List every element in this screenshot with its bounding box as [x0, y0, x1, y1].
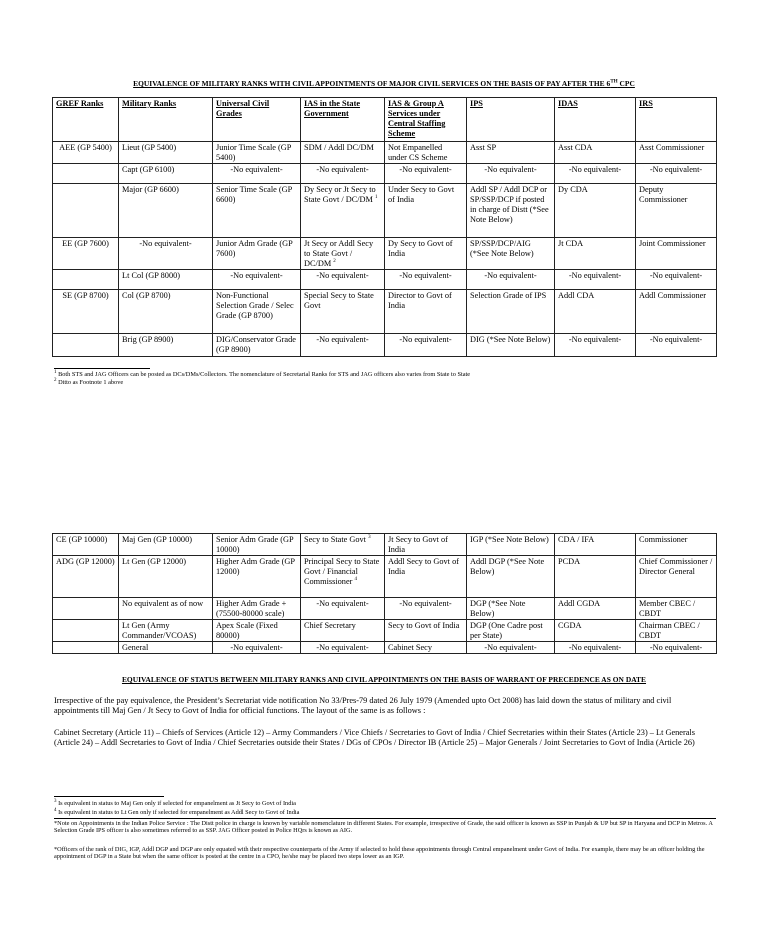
table-cell: DIG/Conservator Grade (GP 8900) — [213, 334, 301, 357]
table-cell: Lt Col (GP 8000) — [119, 270, 213, 290]
table-cell: Dy CDA — [555, 184, 636, 238]
table-cell — [53, 598, 119, 620]
table-cell: Junior Time Scale (GP 5400) — [213, 142, 301, 164]
table-cell: -No equivalent- — [636, 164, 717, 184]
table-cell: Addl Commissioner — [636, 290, 717, 334]
table-cell: Higher Adm Grade (GP 12000) — [213, 556, 301, 598]
table-cell: -No equivalent- — [555, 642, 636, 654]
table-cell: IGP (*See Note Below) — [467, 534, 555, 556]
table-cell: Lieut (GP 5400) — [119, 142, 213, 164]
ips-note: *Note on Appointments in the Indian Police Service : The Distt police in charge is known by variable nomenclature in different States. For example, irrespective of Grade, the said officer is known as SSP in Punjab & UP but SP in Haryana and DCP in Metros. A Selection Grade IPS officer is also sometimes referred to as SSP. JAG Officer posted in Police HQrs is known as AIG. — [54, 820, 713, 834]
table-cell: Jt Secy to Govt of India — [385, 534, 467, 556]
table-cell: -No equivalent- — [301, 334, 385, 357]
table-row — [53, 334, 717, 357]
table-cell — [301, 238, 385, 270]
table-cell — [53, 334, 119, 357]
table-cell: No equivalent as of now — [119, 598, 213, 620]
table-cell: Addl SP / Addl DCP or SP/SSP/DCP if posted in charge of Distt (*See Note Below) — [467, 184, 555, 238]
table-cell: General — [119, 642, 213, 654]
page-title: EQUIVALENCE OF MILITARY RANKS WITH CIVIL APPOINTMENTS OF MAJOR CIVIL SERVICES ON THE BASIS OF PAY AFTER THE 6TH CPC — [133, 79, 635, 88]
table-cell: Director to Govt of India — [385, 290, 467, 334]
table-cell: -No equivalent- — [213, 642, 301, 654]
table-cell: -No equivalent- — [213, 270, 301, 290]
rank-equivalence-table-continued — [52, 533, 717, 654]
table-cell: Member CBEC / CBDT — [636, 598, 717, 620]
footnote-ref: 3 — [368, 535, 371, 541]
table-cell: -No equivalent- — [467, 642, 555, 654]
table-cell: -No equivalent- — [385, 334, 467, 357]
table-cell: Addl CDA — [555, 290, 636, 334]
header-irs: IRS — [636, 98, 717, 142]
table-cell: -No equivalent- — [636, 270, 717, 290]
table-cell: -No equivalent- — [301, 270, 385, 290]
table-cell: Addl Secy to Govt of India — [385, 556, 467, 598]
table-cell: -No equivalent- — [555, 334, 636, 357]
table-cell: AEE (GP 5400) — [53, 142, 119, 164]
table-cell — [301, 556, 385, 598]
footnote-separator — [54, 368, 150, 369]
table-cell: SE (GP 8700) — [53, 290, 119, 334]
table-cell: Chairman CBEC / CBDT — [636, 620, 717, 642]
table-cell: Asst CDA — [555, 142, 636, 164]
table-cell: Deputy Commissioner — [636, 184, 717, 238]
section-title: EQUIVALENCE OF STATUS BETWEEN MILITARY RANKS AND CIVIL APPOINTMENTS ON THE BASIS OF WARRANT OF PRECEDENCE AS ON DATE — [121, 675, 647, 684]
table-cell — [53, 164, 119, 184]
table-cell: Col (GP 8700) — [119, 290, 213, 334]
cell-text: Dy Secy or Jt Secy to State Govt / DC/DM — [304, 185, 376, 204]
cell-text: Principal Secy to State Govt / Financial Commissioner — [304, 557, 380, 586]
table-row — [53, 556, 717, 598]
header-ips: IPS — [467, 98, 555, 142]
table-cell: -No equivalent- — [385, 164, 467, 184]
table-cell: Brig (GP 8900) — [119, 334, 213, 357]
header-ias-state: IAS in the State Government — [301, 98, 385, 142]
table-row — [53, 534, 717, 556]
table-cell: -No equivalent- — [119, 238, 213, 270]
table-header-row — [53, 98, 717, 142]
table-cell: Junior Adm Grade (GP 7600) — [213, 238, 301, 270]
header-universal-civil-grades: Universal Civil Grades — [213, 98, 301, 142]
table-cell: Major (GP 6600) — [119, 184, 213, 238]
table-cell: Senior Adm Grade (GP 10000) — [213, 534, 301, 556]
table-cell: -No equivalent- — [636, 642, 717, 654]
table-cell: CGDA — [555, 620, 636, 642]
table-row — [53, 142, 717, 164]
cell-text: Jt Secy or Addl Secy to State Govt / DC/DM — [304, 239, 374, 268]
table-cell: SDM / Addl DC/DM — [301, 142, 385, 164]
table-cell: PCDA — [555, 556, 636, 598]
table-cell: Lt Gen (Army Commander/VCOAS) — [119, 620, 213, 642]
table-cell: Apex Scale (Fixed 80000) — [213, 620, 301, 642]
rank-equivalence-table — [52, 97, 717, 357]
footnote-separator — [54, 796, 164, 797]
table-cell: Not Empanelled under CS Scheme — [385, 142, 467, 164]
table-cell: Capt (GP 6100) — [119, 164, 213, 184]
table-cell: EE (GP 7600) — [53, 238, 119, 270]
table-cell: Under Secy to Govt of India — [385, 184, 467, 238]
table-cell: Joint Commissioner — [636, 238, 717, 270]
table-cell: -No equivalent- — [555, 270, 636, 290]
table-cell: -No equivalent- — [467, 164, 555, 184]
table-row — [53, 184, 717, 238]
table-row — [53, 164, 717, 184]
table-cell: -No equivalent- — [636, 334, 717, 357]
header-ias-central: IAS & Group A Services under Central Staffing Scheme — [385, 98, 467, 142]
table-row — [53, 598, 717, 620]
table-row — [53, 642, 717, 654]
table-cell: -No equivalent- — [555, 164, 636, 184]
footnote: $^4$ Is equivalent in status to Lt Gen only if selected for empanelment as Addl Secy to Govt of India — [54, 807, 300, 816]
table-cell: Maj Gen (GP 10000) — [119, 534, 213, 556]
table-cell: Jt CDA — [555, 238, 636, 270]
table-cell: Selection Grade of IPS — [467, 290, 555, 334]
table-cell: Senior Time Scale (GP 6600) — [213, 184, 301, 238]
table-cell: Special Secy to State Govt — [301, 290, 385, 334]
table-cell: Lt Gen (GP 12000) — [119, 556, 213, 598]
table-row — [53, 620, 717, 642]
footnote-ref: 1 — [375, 195, 378, 201]
table-cell: Secy to Govt of India — [385, 620, 467, 642]
table-cell: Chief Secretary — [301, 620, 385, 642]
table-cell: -No equivalent- — [301, 164, 385, 184]
table-cell — [53, 270, 119, 290]
table-cell — [53, 642, 119, 654]
table-cell: -No equivalent- — [385, 270, 467, 290]
ips-note: *Officers of the rank of DIG, IGP, Addl DGP and DGP are only equated with their respective counterparts of the Army if selected to hold these appointments through Central empanelment under Govt of India. For example, there may be an officer holding the appointment of DGP in a State but when the same officer is posted at the centre in a CPO, he/she may be placed two steps lower as an IGP. — [54, 846, 705, 860]
footnote: $^1$ Both STS and JAG Officers can be posted as DCs/DMs/Collectors. The nomenclature of Secretarial Ranks for STS and JAG officers also varies from State to State — [54, 369, 471, 378]
table-cell — [53, 184, 119, 238]
paragraph: Irrespective of the pay equivalence, the President’s Secretariat vide notification No 33/Pres-79 dated 26 July 1979 (Amended upto Oct 2008) has laid down the status of military and civil appointments till Maj Gen / Jt Secy to Govt of India for official functions. The layout of the same is as follows : — [54, 696, 672, 715]
table-cell: Addl DGP (*See Note Below) — [467, 556, 555, 598]
table-cell: Commissioner — [636, 534, 717, 556]
table-cell: ADG (GP 12000) — [53, 556, 119, 598]
header-idas: IDAS — [555, 98, 636, 142]
header-military-ranks: Military Ranks — [119, 98, 213, 142]
table-cell: Asst SP — [467, 142, 555, 164]
table-cell: DIG (*See Note Below) — [467, 334, 555, 357]
table-cell — [301, 184, 385, 238]
table-cell: -No equivalent- — [385, 598, 467, 620]
footnote-ref: 4 — [354, 577, 357, 583]
table-cell: -No equivalent- — [467, 270, 555, 290]
header-gref-ranks: GREF Ranks — [53, 98, 119, 142]
footnote: $^2$ Ditto as Footnote 1 above — [54, 377, 124, 386]
table-cell: Asst Commissioner — [636, 142, 717, 164]
table-cell: DGP (One Cadre post per State) — [467, 620, 555, 642]
table-cell: DGP (*See Note Below) — [467, 598, 555, 620]
footnote: $^3$ Is equivalent in status to Maj Gen only if selected for empanelment as Jt Secy to Govt of India — [54, 798, 296, 807]
table-cell: Dy Secy to Govt of India — [385, 238, 467, 270]
table-cell: CE (GP 10000) — [53, 534, 119, 556]
table-row — [53, 238, 717, 270]
table-cell — [53, 620, 119, 642]
table-cell: CDA / IFA — [555, 534, 636, 556]
table-row — [53, 270, 717, 290]
table-cell: Non-Functional Selection Grade / Selec Grade (GP 8700) — [213, 290, 301, 334]
table-cell: Chief Commissioner / Director General — [636, 556, 717, 598]
table-cell: -No equivalent- — [301, 598, 385, 620]
table-row — [53, 290, 717, 334]
table-cell: Higher Adm Grade + (75500-80000 scale) — [213, 598, 301, 620]
cell-text: Secy to State Govt — [304, 535, 366, 544]
paragraph: Cabinet Secretary (Article 11) – Chiefs of Services (Article 12) – Army Commanders / Vice Chiefs / Secretaries to Govt of India / Chief Secretaries within their States (Article 23) – Lt Generals (Article 24) – Addl Secretaries to Govt of India / Chief Secretaries outside their States / DGs of CPOs / Director IB (Article 25) – Major Generals / Joint Secretaries to Govt of India (Article 26) — [54, 728, 695, 747]
table-cell: -No equivalent- — [301, 642, 385, 654]
table-cell: Cabinet Secy — [385, 642, 467, 654]
table-cell: Addl CGDA — [555, 598, 636, 620]
table-cell — [301, 534, 385, 556]
table-cell: SP/SSP/DCP/AIG (*See Note Below) — [467, 238, 555, 270]
footnote-ref: 2 — [333, 259, 336, 265]
note-separator — [54, 818, 716, 819]
table-cell: -No equivalent- — [213, 164, 301, 184]
